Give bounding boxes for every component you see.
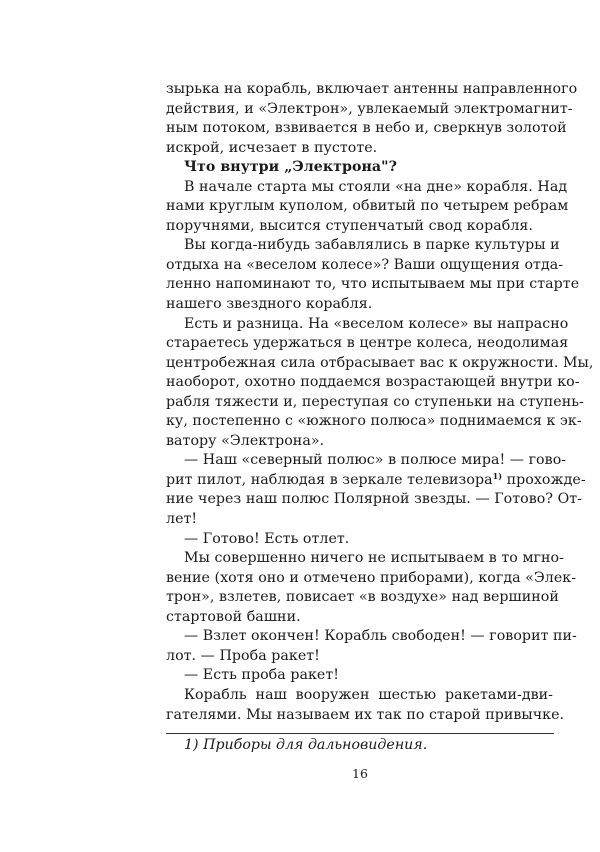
text-line: — Наш «северный полюс» в полюсе мира! — гово- bbox=[184, 452, 567, 469]
text-line: ние через наш полюс Полярной звезды. — Готово? От- bbox=[166, 491, 583, 508]
text-span: прохожде- bbox=[506, 471, 586, 488]
text-span: рит пилот, наблюдая в зеркале телевизора bbox=[166, 471, 493, 488]
text-line: Мы совершенно ничего не испытываем в то мгно- bbox=[184, 550, 564, 567]
text-line: действия, и «Электрон», увлекаемый электромагнит- bbox=[166, 100, 573, 117]
text-line: центробежная сила отбрасывает вас к окружности. Мы, bbox=[166, 354, 594, 371]
text-line: Вы когда-нибудь забавлялись в парке культуры и bbox=[184, 237, 560, 254]
text-line: вение (хотя оно и отмечено приборами), когда «Элек- bbox=[166, 569, 577, 586]
section-heading: Что внутри „Электрона"? bbox=[184, 159, 397, 176]
text-line: стараетесь удержаться в центре колеса, неодолимая bbox=[166, 335, 569, 352]
text-line: — Взлет окончен! Корабль свободен! — говорит пи- bbox=[184, 628, 577, 645]
text-line: лет! bbox=[166, 511, 198, 528]
text-line-with-footnote bbox=[166, 470, 586, 491]
page-number: 16 bbox=[352, 766, 368, 781]
text-line: гателями. Мы называем их так по старой привычке. bbox=[166, 706, 565, 723]
text-line: В начале старта мы стояли «на дне» корабля. Над bbox=[184, 178, 568, 195]
footnote: 1) Приборы для дальновидения. bbox=[184, 737, 428, 753]
text-line: ку, постепенно с «южного полюса» поднимаемся к эк- bbox=[166, 413, 582, 430]
footnote-marker: 1) bbox=[492, 470, 503, 481]
text-line: нашего звездного корабля. bbox=[166, 296, 373, 313]
text-line: отдыха на «веселом колесе»? Ваши ощущения отда- bbox=[166, 256, 564, 273]
text-line: Корабль наш вооружен шестью ракетами-дви- bbox=[184, 686, 553, 703]
text-line: — Готово! Есть отлет. bbox=[184, 530, 350, 547]
text-line: трон», взлетев, повисает «в воздухе» над вершиной bbox=[166, 589, 559, 606]
text-line: рабля тяжести и, переступая со ступеньки на ступень- bbox=[166, 393, 584, 410]
text-line: нами круглым куполом, обвитый по четырем ребрам bbox=[166, 198, 569, 215]
text-line: лот. — Проба ракет! bbox=[166, 647, 320, 664]
text-line: — Есть проба ракет! bbox=[184, 667, 339, 684]
text-line: зырька на корабль, включает антенны направленного bbox=[166, 81, 578, 97]
text-line: ватору «Электрона». bbox=[166, 432, 325, 449]
text-line: Есть и разница. На «веселом колесе» вы напрасно bbox=[184, 315, 569, 332]
text-line: поручнями, высится ступенчатый свод корабля. bbox=[166, 217, 533, 234]
text-line: ленно напоминают то, что испытываем мы при старте bbox=[166, 276, 580, 293]
footnote-divider bbox=[166, 733, 554, 734]
text-line: стартовой башни. bbox=[166, 608, 301, 625]
text-line: наоборот, охотно поддаемся возрастающей внутри ко- bbox=[166, 374, 580, 391]
body-text bbox=[166, 80, 594, 725]
text-line: ным потоком, взвивается в небо и, сверкнув золотой bbox=[166, 120, 567, 137]
text-line: искрой, исчезает в пустоте. bbox=[166, 139, 378, 156]
